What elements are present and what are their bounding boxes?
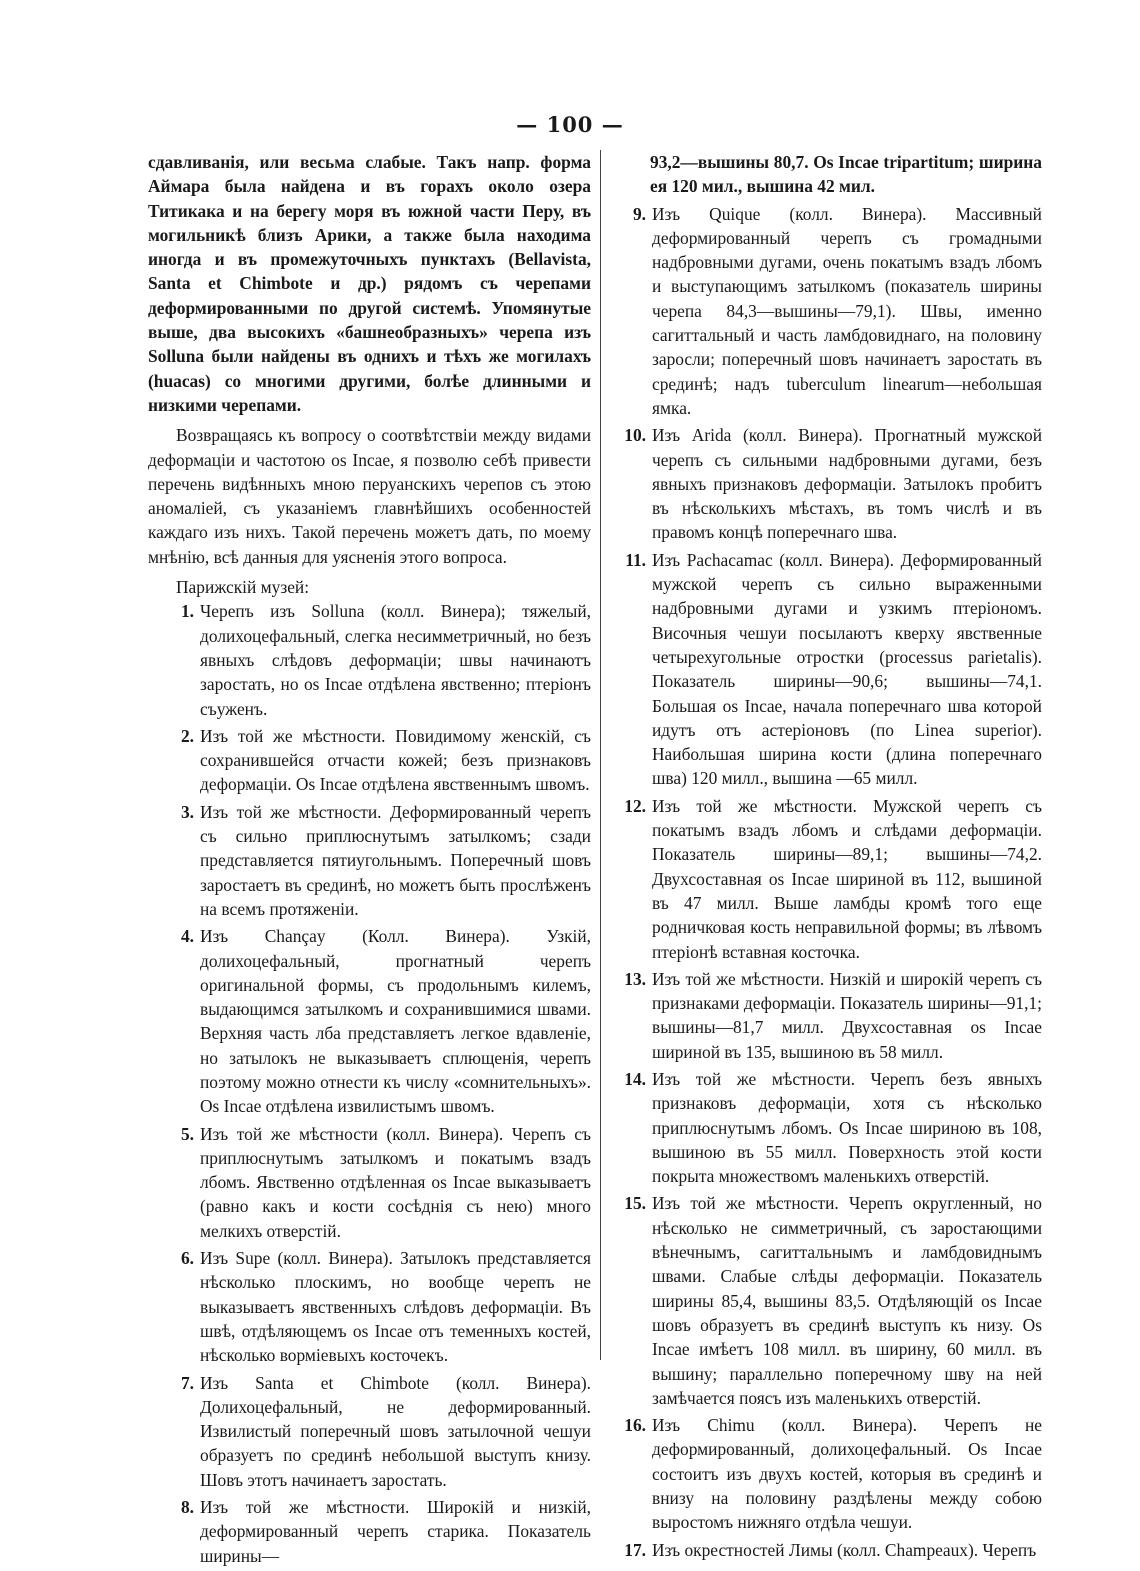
section-title: Парижскій музей: [176, 577, 310, 598]
entry-text: Изъ Santa et Chimbote (колл. Винера). Долихоцефальный, не деформированный. Извилистый поперечный шовъ затылочной чешуи образуетъ по срединѣ небольшой выступъ книзу. Шовъ этотъ начинаетъ заростать. [200, 1372, 591, 1490]
entry-number: 14. [624, 1068, 646, 1089]
entry-text: Изъ той же мѣстности. Деформированный черепъ съ сильно приплюснутымъ затылкомъ; сзади представляется пятиугольнымъ. Поперечный шовъ заростаетъ въ срединѣ, но можетъ быть прослѣженъ на всемъ протяженіи. [200, 801, 591, 919]
list-item [166, 724, 591, 797]
entry-number: 16. [624, 1415, 646, 1436]
right-column [612, 150, 1042, 1565]
list-item [612, 202, 1042, 421]
entry-text: Изъ Chançay (Колл. Винера). Узкій, долихоцефальный, прогнатный черепъ оригинальной формы, съ продольнымъ килемъ, выдающимся затылкомъ и сохранившимися швами. Верхняя часть лба представляетъ легкое вдавленіе, но затылокъ не выказываетъ сплющенія, черепъ поэтому можно отнести къ числу «сомнительныхъ». Os Incae отдѣлена извилистымъ швомъ. [200, 926, 591, 1117]
list-item [166, 1122, 591, 1243]
entry-number: 5. [180, 1123, 194, 1144]
entry-text: Изъ той же мѣстности. Повидимому женскій, съ сохранившейся отчасти кожей; безъ признаковъ деформаціи. Os Incae отдѣлена явственнымъ швомъ. [200, 725, 591, 795]
list-item [166, 1246, 591, 1367]
entry-number: 3. [180, 801, 194, 822]
column-divider [600, 150, 601, 1360]
entry-text: Изъ той же мѣстности. Черепъ безъ явныхъ признаковъ деформаціи, хотя съ нѣсколько приплюснутымъ лбомъ. Os Incae шириною въ 108, вышиною въ 55 милл. Поверхность этой кости покрыта множествомъ маленькихъ отверстій. [652, 1068, 1042, 1187]
left-column [148, 150, 591, 1571]
entry-number: 12. [624, 795, 646, 816]
entry-text: Изъ той же мѣстности. Низкій и широкій черепъ съ признаками деформаціи. Показатель ширины—91,1; вышины—81,7 милл. Двухсоставная os Incae шириной въ 135, вышиною въ 58 милл. [652, 968, 1042, 1062]
entry-text: Изъ окрестностей Лимы (колл. Champeaux). Черепъ [652, 1539, 1037, 1560]
list-item [612, 1067, 1042, 1188]
page-number: — 100 — [516, 112, 624, 137]
entry-number: 13. [624, 968, 646, 989]
entry-number: 6. [180, 1248, 194, 1269]
entry-text: Изъ той же мѣстности (колл. Винера). Черепъ съ приплюснутымъ затылкомъ и покатымъ взадъ лбомъ. Явственно отдѣленная os Incae выказываетъ (равно какъ и кости сосѣднія съ нею) много мелкихъ отверстій. [200, 1123, 591, 1241]
entry-number: 1. [180, 601, 194, 622]
entry-number: 17. [624, 1539, 646, 1560]
list-item [166, 599, 591, 720]
entry-number: 15. [624, 1193, 646, 1214]
entry-text: Изъ Supe (колл. Винера). Затылокъ представляется нѣсколько плоскимъ, но вообще черепъ не выказываетъ явственныхъ слѣдовъ деформаціи. Въ швѣ, отдѣляющемъ os Incae отъ теменныхъ костей, нѣсколько ворміевыхъ косточекъ. [200, 1248, 591, 1366]
intro-paragraph-1: сдавливанія, или весьма слабые. Такъ напр. форма Аймара была найдена и въ горахъ около озера Титикака и на берегу моря въ южной части Перу, въ могильникѣ близъ Арики, а также была находима иногда и въ промежуточныхъ пунктахъ (Bellavista, Santa et Chimbote и др.) рядомъ съ черепами деформированными по другой системѣ. Упомянутые выше, два высокихъ «башнеобразныхъ» черепа изъ Solluna были найдены въ однихъ и тѣхъ же могилахъ (huacas) со многими другими, болѣе длинными и низкими черепами. [148, 152, 591, 415]
entry-number: 4. [180, 926, 194, 947]
list-item [166, 924, 591, 1118]
entry-number: 9. [632, 203, 646, 224]
entry-text: Изъ той же мѣстности. Мужской черепъ съ покатымъ взадъ лбомъ и слѣдами деформаціи. Показатель ширины—89,1; вышины—74,2. Двухсоставная os Incae шириной въ 112, вышиной въ 47 милл. Выше ламбды кромѣ того еще родничковая кость неправильной формы; въ лѣвомъ птеріонѣ вставная косточка. [652, 795, 1042, 962]
list-item [612, 1538, 1042, 1562]
list-item [612, 423, 1042, 544]
intro-paragraph-2: Возвращаясь къ вопросу о соотвѣтствіи между видами деформаціи и частотою os Incae, я позволю себѣ привести перечень видѣнныхъ мною перуанскихъ черепов съ этою аномаліей, съ указаніемъ главнѣйшихъ особенностей каждаго изъ нихъ. Такой перечень можетъ дать, по моему мнѣнію, всѣ данныя для уясненія этого вопроса. [148, 425, 591, 567]
list-item [166, 800, 591, 921]
entry-number: 10. [624, 425, 646, 446]
entry-text: Изъ Arida (колл. Винера). Прогнатный мужской черепъ съ сильными надбровными дугами, безъ явныхъ признаковъ деформаціи. Затылокъ пробитъ въ нѣсколькихъ мѣстахъ, въ томъ числѣ и въ правомъ концѣ поперечнаго шва. [652, 425, 1042, 543]
entry-number: 8. [180, 1497, 194, 1518]
entry-number: 7. [180, 1372, 194, 1393]
entry-text: Изъ Quique (колл. Винера). Массивный деформированный черепъ съ громадными надбровными дугами, очень покатымъ взадъ лбомъ и выступающимъ затылкомъ (показатель ширины черепа 84,3—вышины—79,1). Швы, именно сагиттальный и часть ламбдовиднаго, на половину заросли; поперечный шовъ начинаетъ заростать въ срединѣ; надъ tuberculum linearum—небольшая ямка. [652, 203, 1042, 418]
list-item [166, 1495, 591, 1568]
list-item [612, 967, 1042, 1064]
entry-text: Изъ той же мѣстности. Широкій и низкій, деформированный черепъ старика. Показатель ширины— [200, 1497, 591, 1566]
list-item [612, 1191, 1042, 1410]
entry-number: 11. [625, 549, 646, 570]
entry-text: Черепъ изъ Solluna (колл. Винера); тяжелый, долихоцефальный, слегка несимметричный, но безъ явныхъ слѣдовъ деформаціи; швы начинаютъ заростать, но os Incae отдѣлена явственно; птеріонъ съуженъ. [200, 601, 591, 719]
entry-number: 2. [180, 725, 194, 746]
list-item [612, 1413, 1042, 1534]
list-item [612, 548, 1042, 791]
continuation-text: 93,2—вышины 80,7. Os Incae tripartitum; ширина ея 120 мил., вышина 42 мил. [650, 152, 1042, 197]
entry-text: Изъ той же мѣстности. Черепъ округленный, но нѣсколько не симметричный, съ заростающими вѣнечнымъ, сагиттальнымъ и ламбдовиднымъ швами. Слабые слѣды деформаціи. Показатель ширины 85,4, вышины 83,5. Отдѣляющій os Incae шовъ образуетъ въ срединѣ выступъ къ низу. Os Incae имѣетъ 108 милл. въ ширину, 60 милл. въ вышину; параллельно поперечному шву на ней замѣчается поясъ изъ маленькихъ отверстій. [652, 1193, 1042, 1408]
entry-text: Изъ Chimu (колл. Винера). Черепъ не деформированный, долихоцефальный. Os Incae состоитъ изъ двухъ костей, которыя въ срединѣ и внизу на половину раздѣлены между собою выростомъ нижняго отдѣла чешуи. [652, 1415, 1042, 1533]
list-item [612, 794, 1042, 964]
entry-text: Изъ Pachacamac (колл. Винера). Деформированный мужской черепъ съ сильно выраженными надбровными дугами и узкимъ птеріономъ. Височныя чешуи посылаютъ кверху явственные четырехугольные отростки (processus parietalis). Показатель ширины—90,6; вышины—74,1. Большая os Incae, начала поперечнаго шва которой идутъ отъ астеріоновъ (по Linea superior). Наибольшая ширина кости (длина поперечнаго шва) 120 милл., вышина —65 милл. [652, 549, 1042, 789]
list-item [166, 1371, 591, 1492]
intro [148, 150, 591, 569]
